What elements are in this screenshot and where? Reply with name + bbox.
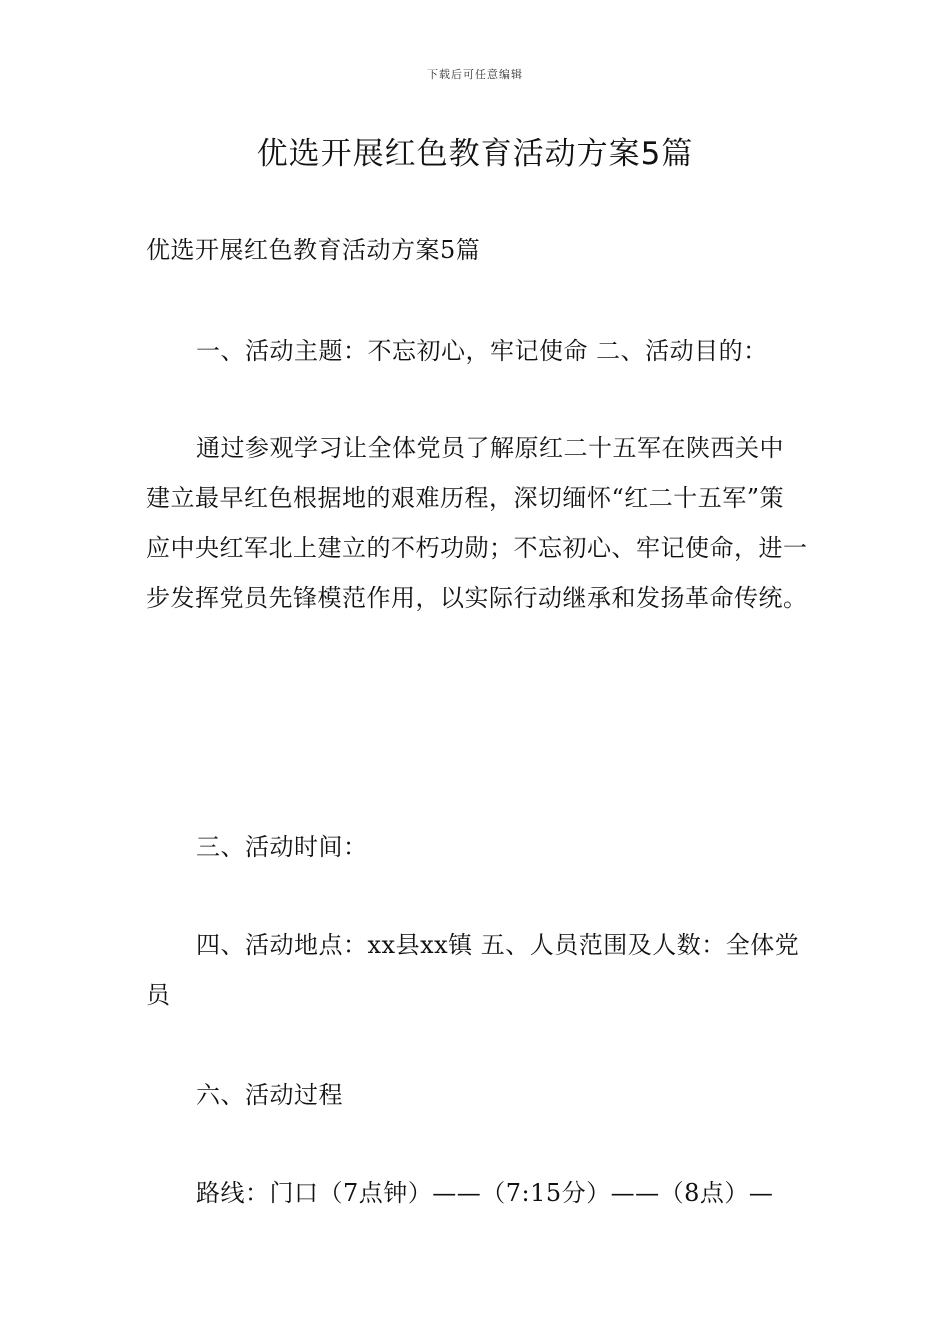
time-paragraph: 三、活动时间： — [196, 833, 368, 861]
process-paragraph: 六、活动过程 — [196, 1081, 343, 1109]
purpose-paragraph: 通过参观学习让全体党员了解原红二十五军在陕西关中建立最早红色根据地的艰难历程，深切缅怀“红二十五军”策应中央红军北上建立的不朽功勋；不忘初心、牢记使命，进一步发挥党员先锋模范作用，以实际行动继承和发扬革命传统。 — [146, 434, 808, 612]
subtitle-paragraph: 优选开展红色教育活动方案5篇 — [146, 236, 481, 264]
place-paragraph: 四、活动地点：xx县xx镇 五、人员范围及人数：全体党员 — [146, 931, 800, 1009]
theme-paragraph: 一、活动主题：不忘初心，牢记使命 二、活动目的： — [196, 337, 768, 365]
header-note: 下载后可任意编辑 — [427, 68, 523, 81]
document-title: 优选开展红色教育活动方案5篇 — [256, 136, 694, 172]
route-paragraph: 路线：门口（7点钟）——（7:15分）——（8点）— — [196, 1179, 774, 1207]
